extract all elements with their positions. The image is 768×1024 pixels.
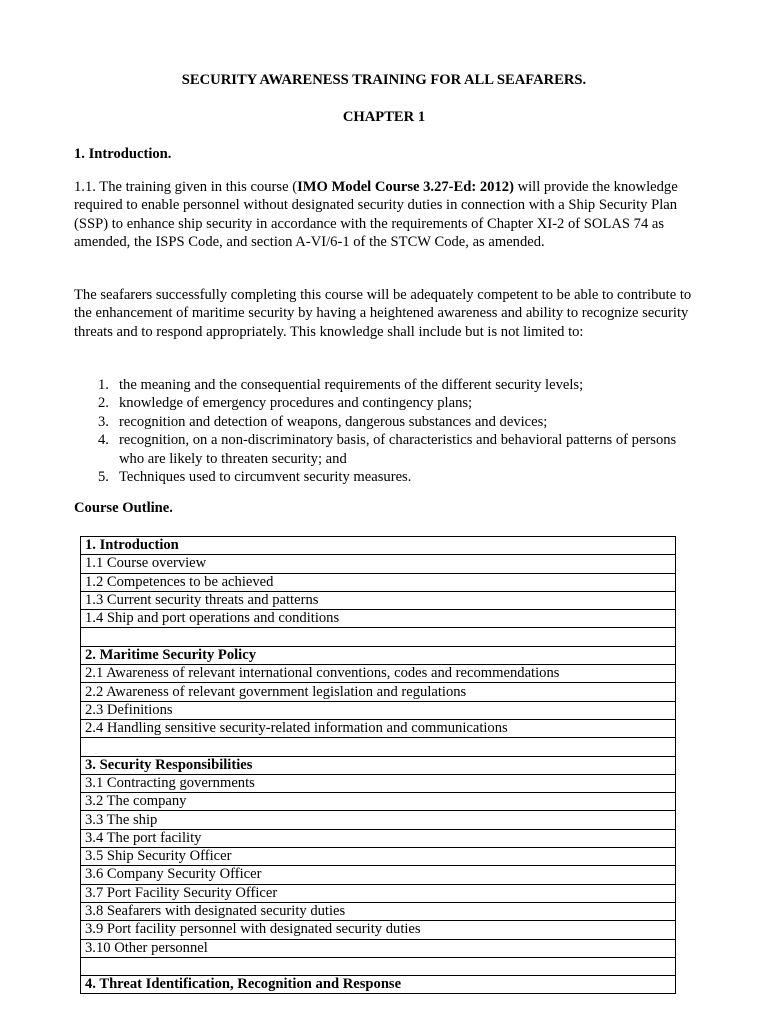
table-row (81, 866, 676, 884)
outline-section-row (81, 537, 676, 555)
outline-cell: 1.4 Ship and port operations and conditions (81, 610, 676, 628)
table-row (81, 738, 676, 756)
list-item (74, 376, 694, 394)
list-item-text: recognition, on a non-discriminatory basis, of characteristics and behavioral patterns of persons who are likely to threaten security; and (119, 432, 677, 467)
table-row (81, 591, 676, 609)
outline-cell: 3.3 The ship (81, 811, 676, 829)
list-item-text: Techniques used to circumvent security measures. (119, 469, 412, 486)
table-row (81, 884, 676, 902)
course-reference: IMO Model Course 3.27-Ed: 2012) (297, 179, 514, 195)
list-item (74, 413, 694, 431)
paragraph-body-text: will provide the knowledge required to enable personnel without designated security duties in connection with a Ship Security Plan (SSP) to enhance ship security in accordance with the requirements of Chapter XI-2 of SOLAS 74 as amended, the ISPS Code, and section A-VI/6-1 of the STCW Code, as amended. (74, 179, 678, 251)
table-row (81, 939, 676, 957)
outline-cell: 3.2 The company (81, 793, 676, 811)
table-row (81, 811, 676, 829)
list-item (74, 431, 694, 468)
list-item-number: 2. (98, 395, 109, 412)
table-row (81, 957, 676, 975)
list-item-text: the meaning and the consequential requirements of the different security levels; (119, 377, 584, 393)
outline-cell: 2.1 Awareness of relevant international conventions, codes and recommendations (81, 665, 676, 683)
list-item-text: recognition and detection of weapons, dangerous substances and devices; (119, 413, 548, 430)
outline-cell: 2. Maritime Security Policy (81, 646, 676, 664)
table-row (81, 683, 676, 701)
table-row (81, 829, 676, 847)
table-row (81, 573, 676, 591)
knowledge-list (74, 376, 694, 486)
outline-cell: 2.3 Definitions (81, 701, 676, 719)
outline-cell: 3.8 Seafarers with designated security duties (81, 902, 676, 920)
outline-section-row (81, 646, 676, 664)
outline-cell: 3.10 Other personnel (81, 939, 676, 957)
table-row (81, 793, 676, 811)
list-item-number: 1. (98, 377, 109, 393)
outline-cell (81, 957, 676, 975)
outline-cell: 3.1 Contracting governments (81, 774, 676, 792)
table-row (81, 610, 676, 628)
outline-cell: 3.9 Port facility personnel with designated security duties (81, 921, 676, 939)
outline-cell: 3.7 Port Facility Security Officer (81, 884, 676, 902)
outline-cell: 3. Security Responsibilities (81, 756, 676, 774)
outline-cell (81, 628, 676, 646)
competence-paragraph: The seafarers successfully completing this course will be adequately competent to be able to contribute to the enhancement of maritime security by having a heightened awareness and ability to recognize security threats and to respond appropriately. This knowledge shall include but is not limited to: (74, 287, 692, 340)
introduction-paragraph (74, 178, 694, 252)
table-row (81, 701, 676, 719)
outline-cell: 1. Introduction (81, 537, 676, 555)
list-item (74, 468, 694, 486)
table-row (81, 555, 676, 573)
outline-cell: 2.2 Awareness of relevant government legislation and regulations (81, 683, 676, 701)
outline-cell: 2.4 Handling sensitive security-related information and communications (81, 719, 676, 737)
table-row (81, 774, 676, 792)
outline-section-row (81, 756, 676, 774)
table-row (81, 665, 676, 683)
outline-cell: 1.1 Course overview (81, 555, 676, 573)
list-item-text: knowledge of emergency procedures and contingency plans; (119, 395, 473, 412)
document-title: SECURITY AWARENESS TRAINING FOR ALL SEAFARERS. (181, 72, 587, 88)
paragraph-lead-text: 1.1. The training given in this course ( (74, 179, 298, 195)
table-row (81, 848, 676, 866)
outline-section-row (81, 976, 676, 994)
table-row (81, 902, 676, 920)
outline-cell (81, 738, 676, 756)
list-item-number: 4. (98, 432, 109, 449)
table-row (81, 921, 676, 939)
course-outline-table (80, 536, 676, 994)
outline-cell: 3.6 Company Security Officer (81, 866, 676, 884)
list-item-number: 3. (98, 413, 109, 430)
outline-cell: 1.2 Competences to be achieved (81, 573, 676, 591)
table-row (81, 628, 676, 646)
outline-cell: 4. Threat Identification, Recognition and Response (81, 976, 676, 994)
chapter-title: CHAPTER 1 (342, 109, 426, 125)
table-row (81, 719, 676, 737)
outline-cell: 1.3 Current security threats and patterns (81, 591, 676, 609)
course-outline-heading: Course Outline. (74, 500, 173, 516)
outline-cell: 3.4 The port facility (81, 829, 676, 847)
list-item-number: 5. (98, 469, 109, 486)
list-item (74, 394, 694, 412)
introduction-heading: 1. Introduction. (74, 146, 172, 162)
outline-cell: 3.5 Ship Security Officer (81, 848, 676, 866)
